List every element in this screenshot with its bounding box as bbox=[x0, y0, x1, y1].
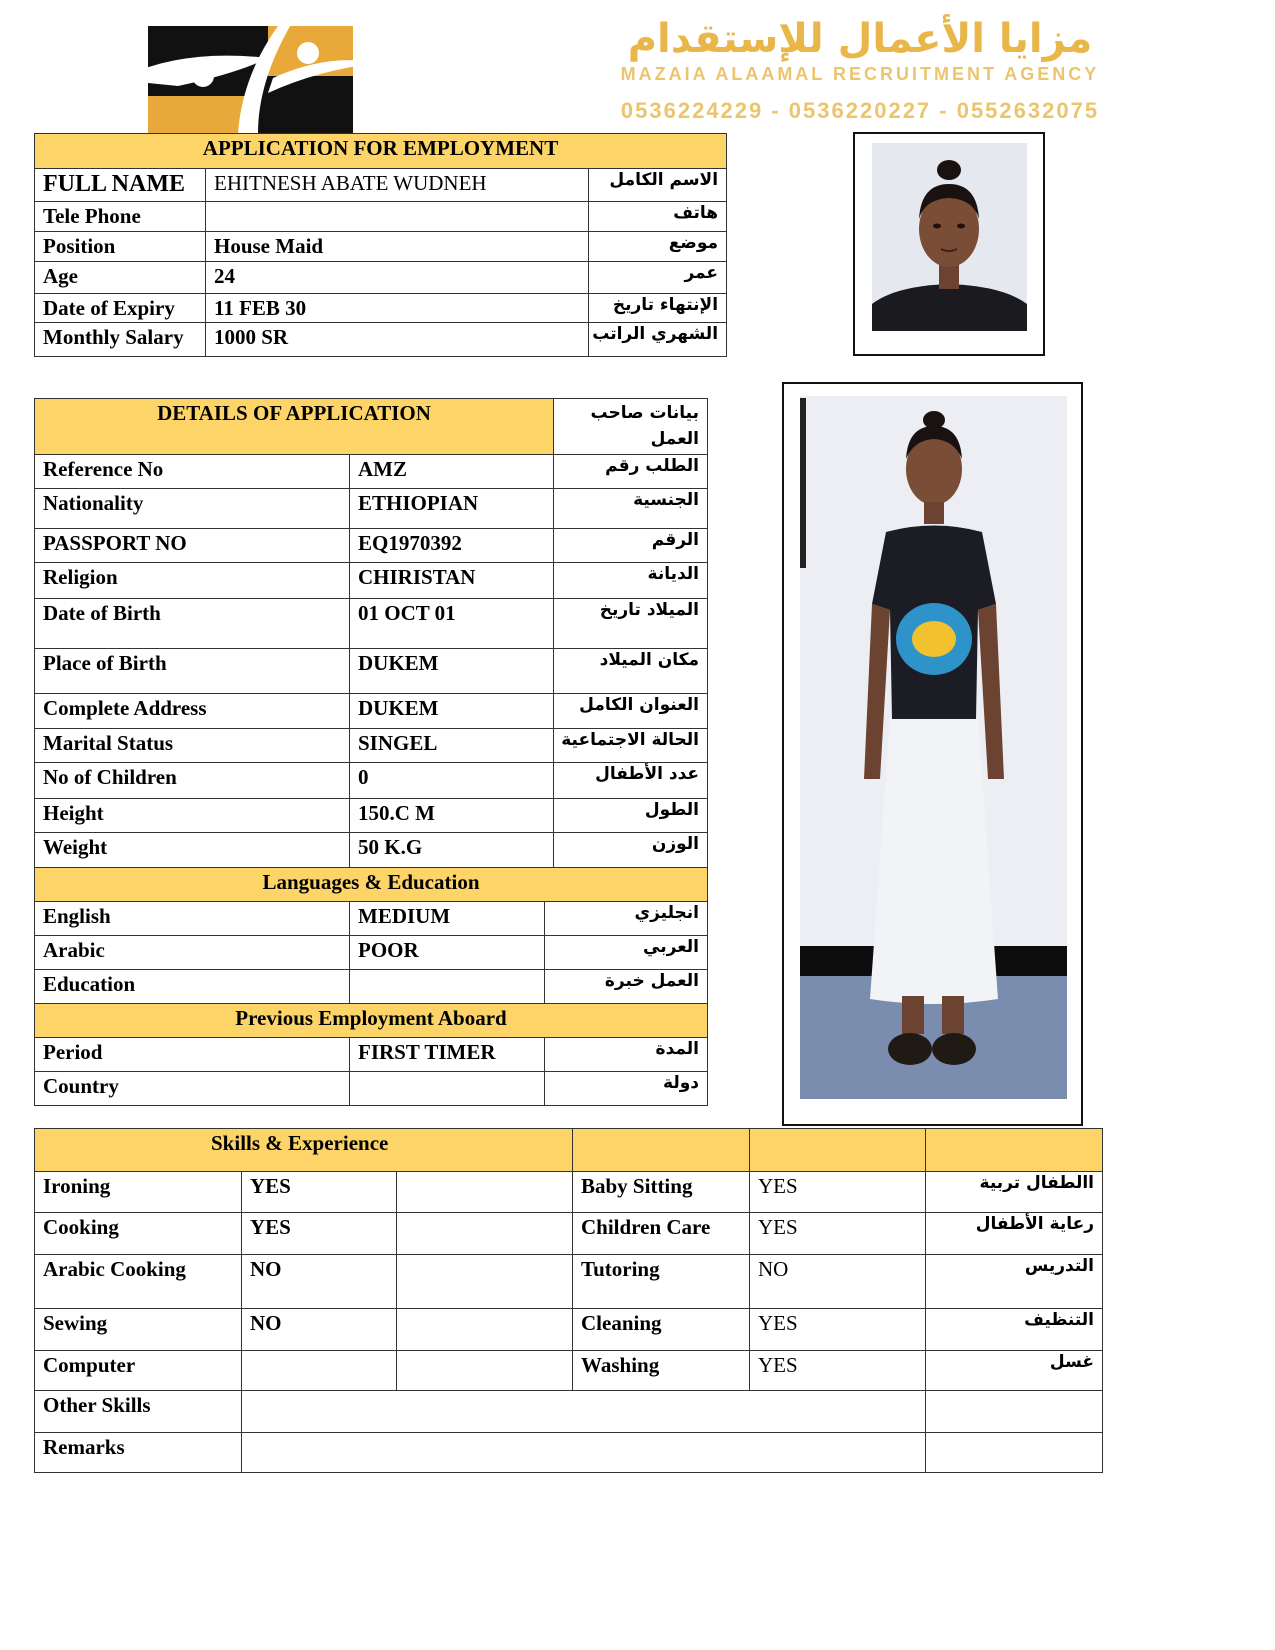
agency-logo bbox=[118, 8, 378, 133]
details-title: DETAILS OF APPLICATION bbox=[35, 399, 554, 455]
skills-header-cell bbox=[926, 1129, 1103, 1172]
application-label-ar: الشهري الراتب bbox=[589, 322, 727, 356]
application-title: APPLICATION FOR EMPLOYMENT bbox=[35, 134, 727, 169]
details-value: 150.C M bbox=[350, 799, 554, 833]
skill-label-ar: رعاية الأطفال bbox=[926, 1213, 1103, 1255]
details-label: Marital Status bbox=[35, 729, 350, 763]
skill-label: Tutoring bbox=[573, 1255, 750, 1309]
application-label-ar: موضع bbox=[589, 231, 727, 261]
skill-value: NO bbox=[242, 1255, 397, 1309]
previous-value: FIRST TIMER bbox=[350, 1038, 545, 1072]
details-label-ar: الديانة bbox=[554, 563, 708, 599]
application-label-ar: الاسم الكامل bbox=[589, 169, 727, 202]
languages-value bbox=[350, 970, 545, 1004]
skill-label: Washing bbox=[573, 1351, 750, 1391]
previous-label-ar: المدة bbox=[545, 1038, 708, 1072]
details-label-ar: الميلاد تاريخ bbox=[554, 599, 708, 649]
skill-label: Baby Sitting bbox=[573, 1172, 750, 1213]
skill-value: YES bbox=[242, 1213, 397, 1255]
details-table bbox=[34, 398, 708, 868]
details-label-ar: الطول bbox=[554, 799, 708, 833]
details-label-ar: الجنسية bbox=[554, 489, 708, 529]
remarks-label: Remarks bbox=[35, 1433, 242, 1473]
passport-photo bbox=[853, 132, 1045, 356]
skill-empty bbox=[397, 1213, 573, 1255]
skill-label-ar: غسل bbox=[926, 1351, 1103, 1391]
details-label: Reference No bbox=[35, 455, 350, 489]
skill-empty bbox=[397, 1309, 573, 1351]
application-label: Monthly Salary bbox=[35, 322, 206, 356]
skill-label: Cleaning bbox=[573, 1309, 750, 1351]
details-value: ETHIOPIAN bbox=[350, 489, 554, 529]
skill-label: Ironing bbox=[35, 1172, 242, 1213]
details-value: EQ1970392 bbox=[350, 529, 554, 563]
details-label: Complete Address bbox=[35, 694, 350, 729]
details-value: 01 OCT 01 bbox=[350, 599, 554, 649]
agency-name-ar: مزايا الأعمال للإستقدام bbox=[627, 16, 1093, 62]
skill-value bbox=[242, 1351, 397, 1391]
other-skills-value bbox=[242, 1391, 926, 1433]
skill-value: YES bbox=[750, 1309, 926, 1351]
languages-table bbox=[34, 867, 708, 1106]
details-label: Height bbox=[35, 799, 350, 833]
details-label: PASSPORT NO bbox=[35, 529, 350, 563]
skill-empty bbox=[397, 1255, 573, 1309]
application-table bbox=[34, 133, 727, 357]
details-value: 50 K.G bbox=[350, 833, 554, 868]
previous-value bbox=[350, 1072, 545, 1106]
languages-label-ar: انجليزي bbox=[545, 902, 708, 936]
previous-label: Period bbox=[35, 1038, 350, 1072]
application-value bbox=[206, 201, 589, 231]
languages-label-ar: العمل خبرة bbox=[545, 970, 708, 1004]
details-label: Religion bbox=[35, 563, 350, 599]
languages-label: Arabic bbox=[35, 936, 350, 970]
details-label-ar: الرقم bbox=[554, 529, 708, 563]
previous-label-ar: دولة bbox=[545, 1072, 708, 1106]
details-label: No of Children bbox=[35, 763, 350, 799]
skill-label: Arabic Cooking bbox=[35, 1255, 242, 1309]
languages-value: POOR bbox=[350, 936, 545, 970]
skill-label: Sewing bbox=[35, 1309, 242, 1351]
skill-value: YES bbox=[750, 1172, 926, 1213]
application-label-ar: الإنتهاء تاريخ bbox=[589, 293, 727, 322]
details-label: Nationality bbox=[35, 489, 350, 529]
agency-phones: 0536224229 - 0536220227 - 0552632075 bbox=[620, 98, 1100, 123]
skill-empty bbox=[397, 1351, 573, 1391]
details-label-ar: الوزن bbox=[554, 833, 708, 868]
application-value: EHITNESH ABATE WUDNEH bbox=[206, 169, 589, 202]
languages-label: Education bbox=[35, 970, 350, 1004]
details-label: Weight bbox=[35, 833, 350, 868]
details-label: Date of Birth bbox=[35, 599, 350, 649]
skill-value: NO bbox=[242, 1309, 397, 1351]
remarks-extra bbox=[926, 1433, 1103, 1473]
skills-title: Skills & Experience bbox=[35, 1129, 573, 1172]
application-value: 11 FEB 30 bbox=[206, 293, 589, 322]
skill-label: Computer bbox=[35, 1351, 242, 1391]
skill-value: YES bbox=[750, 1213, 926, 1255]
details-value: CHIRISTAN bbox=[350, 563, 554, 599]
details-label-ar: عدد الأطفال bbox=[554, 763, 708, 799]
skill-empty bbox=[397, 1172, 573, 1213]
skill-label: Children Care bbox=[573, 1213, 750, 1255]
application-label: Date of Expiry bbox=[35, 293, 206, 322]
languages-label: English bbox=[35, 902, 350, 936]
skill-label-ar: التنظيف bbox=[926, 1309, 1103, 1351]
agency-name-en: MAZAIA ALAAMAL RECRUITMENT AGENCY bbox=[620, 64, 1100, 84]
previous-label: Country bbox=[35, 1072, 350, 1106]
previous-title: Previous Employment Aboard bbox=[35, 1004, 708, 1038]
languages-title: Languages & Education bbox=[35, 868, 708, 902]
application-label: FULL NAME bbox=[35, 169, 206, 202]
application-label-ar: هاتف bbox=[589, 201, 727, 231]
application-label-ar: عمر bbox=[589, 261, 727, 293]
skills-header-cell bbox=[573, 1129, 750, 1172]
application-label: Tele Phone bbox=[35, 201, 206, 231]
other-skills-extra bbox=[926, 1391, 1103, 1433]
application-value: 24 bbox=[206, 261, 589, 293]
application-value: 1000 SR bbox=[206, 322, 589, 356]
details-value: DUKEM bbox=[350, 694, 554, 729]
skill-label-ar: االطفال تربية bbox=[926, 1172, 1103, 1213]
languages-value: MEDIUM bbox=[350, 902, 545, 936]
skills-header-cell bbox=[750, 1129, 926, 1172]
details-value: DUKEM bbox=[350, 649, 554, 694]
details-label-ar: الحالة الاجتماعية bbox=[554, 729, 708, 763]
details-value: SINGEL bbox=[350, 729, 554, 763]
application-label: Age bbox=[35, 261, 206, 293]
details-value: AMZ bbox=[350, 455, 554, 489]
details-label-ar: مكان الميلاد bbox=[554, 649, 708, 694]
skill-value: YES bbox=[242, 1172, 397, 1213]
full-body-photo bbox=[782, 382, 1083, 1126]
skill-value: YES bbox=[750, 1351, 926, 1391]
details-label-ar: العنوان الكامل bbox=[554, 694, 708, 729]
application-value: House Maid bbox=[206, 231, 589, 261]
details-title-ar: بيانات صاحب العمل bbox=[554, 399, 708, 455]
details-label: Place of Birth bbox=[35, 649, 350, 694]
languages-label-ar: العربي bbox=[545, 936, 708, 970]
skill-label-ar: التدريس bbox=[926, 1255, 1103, 1309]
details-label-ar: الطلب رقم bbox=[554, 455, 708, 489]
skill-label: Cooking bbox=[35, 1213, 242, 1255]
skills-table bbox=[34, 1128, 1103, 1473]
details-value: 0 bbox=[350, 763, 554, 799]
application-label: Position bbox=[35, 231, 206, 261]
other-skills-label: Other Skills bbox=[35, 1391, 242, 1433]
remarks-value bbox=[242, 1433, 926, 1473]
skill-value: NO bbox=[750, 1255, 926, 1309]
